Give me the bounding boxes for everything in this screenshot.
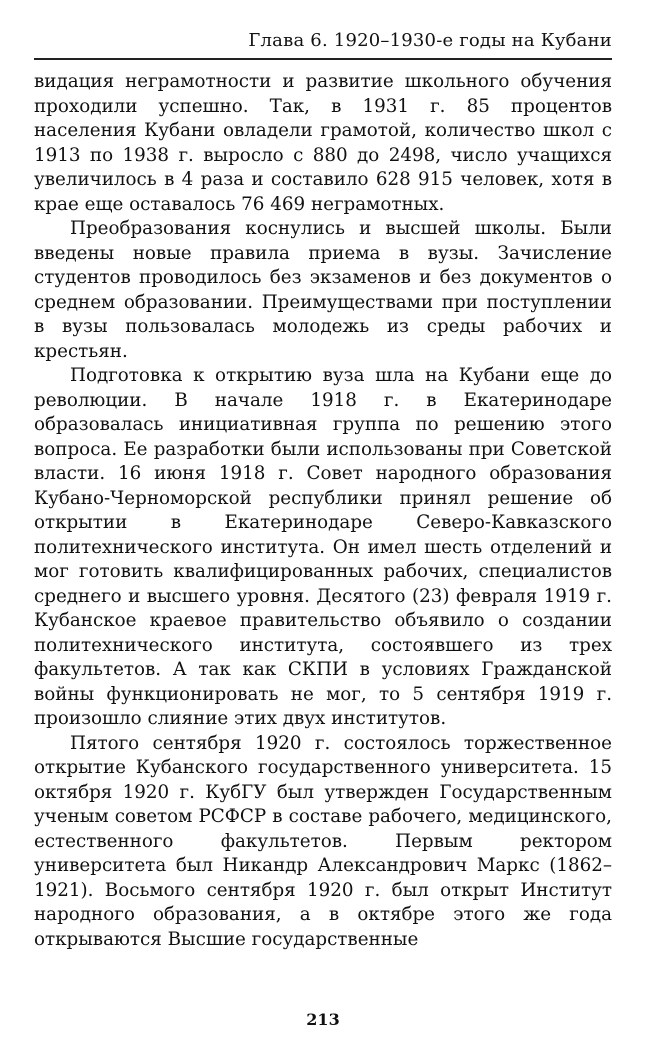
running-head: Глава 6. 1920–1930-е годы на Кубани: [34, 30, 612, 60]
paragraph-3: Подготовка к открытию вуза шла на Кубани еще до революции. В начале 1918 г. в Екатеринодаре образовалась инициативная группа по решению этого вопроса. Ее разработки были использованы при Советской власти. 16 июня 1918 г. Совет народного образования Кубано-Черноморской республики принял решение об открытии в Екатеринодаре Северо-Кавказского политехнического института. Он имел шесть отделений и мог готовить квалифицированных рабочих, специалистов среднего и высшего уровня. Десятого (23) февраля 1919 г. Кубанское краевое правительство объявило о создании политехнического института, состоявшего из трех факультетов. А так как СКПИ в условиях Гражданской войны функционировать не мог, то 5 сентября 1919 г. произошло слияние этих двух институтов.: [34, 365, 612, 729]
paragraph-4: Пятого сентября 1920 г. состоялось торжественное открытие Кубанского государственного университета. 15 октября 1920 г. КубГУ был утвержден Государственным ученым советом РСФСР в составе рабочего, медицинского, естественного факультетов. Первым ректором университета был Никандр Александрович Маркс (1862–1921). Восьмого сентября 1920 г. был открыт Институт народного образования, а в октябре этого же года открываются Высшие государственные: [34, 732, 612, 950]
page-number: 213: [306, 1010, 340, 1029]
paragraph-1: видация неграмотности и развитие школьного обучения проходили успешно. Так, в 1931 г. 85 процентов населения Кубани овладели грамотой, количество школ с 1913 по 1938 г. выросло с 880 до 2498, число учащихся увеличилось в 4 раза и составило 628 915 человек, хотя в крае еще оставалось 76 469 неграмотных.: [34, 71, 612, 215]
body-text: [34, 70, 612, 952]
paragraph-2: Преобразования коснулись и высшей школы. Были введены новые правила приема в вузы. Зачисление студентов проводилось без экзаменов и без документов о среднем образовании. Преимуществами при поступлении в вузы пользовалась молодежь из среды рабочих и крестьян.: [34, 218, 612, 362]
